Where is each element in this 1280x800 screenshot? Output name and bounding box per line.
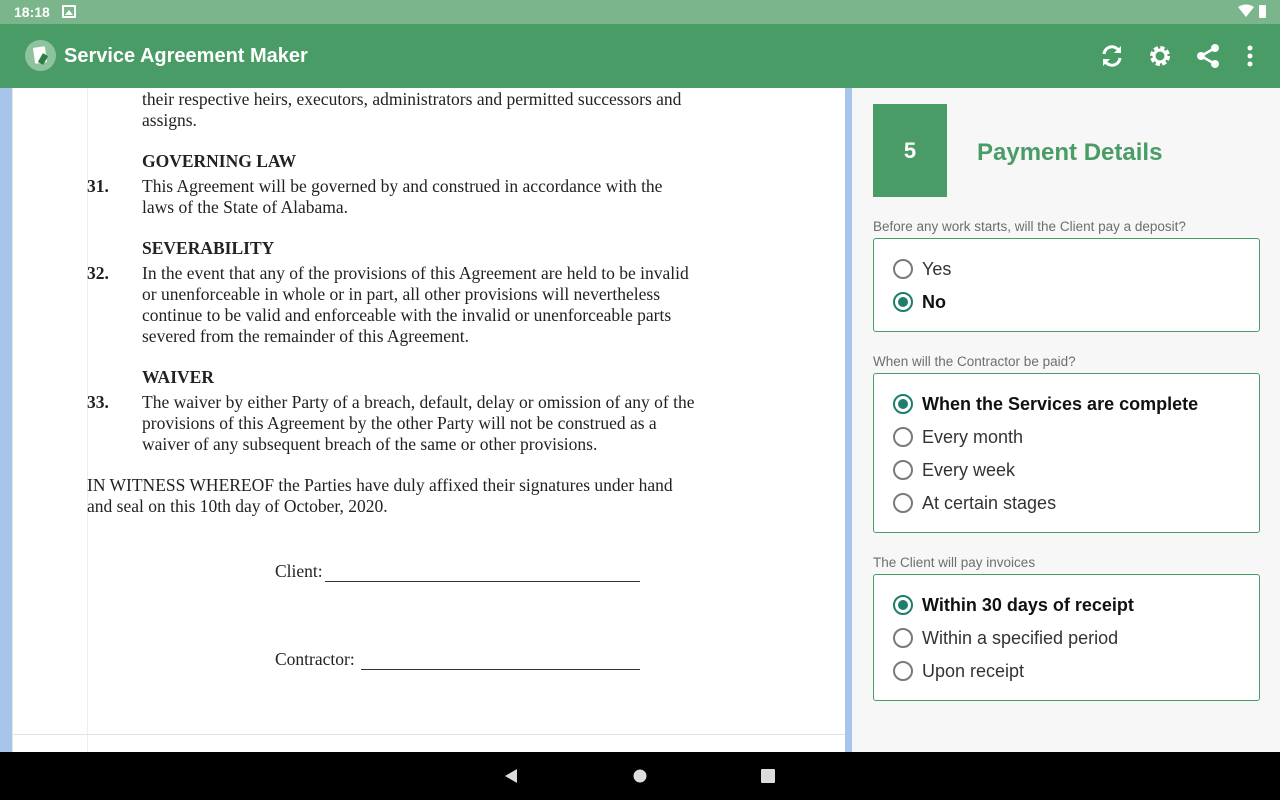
clause-number-33: 33. (87, 392, 109, 412)
option-label: Every week (922, 460, 1016, 480)
battery-icon (1259, 5, 1266, 18)
radio-selected-icon[interactable] (893, 595, 913, 615)
payment-timing-question-label: When will the Contractor be paid? (873, 354, 1076, 369)
clause-number-31: 31. (87, 176, 109, 196)
deposit-radio-group (873, 238, 1260, 332)
heading-severability: SEVERABILITY (142, 238, 275, 258)
radio-unselected-icon[interactable] (893, 493, 913, 513)
radio-selected-icon[interactable] (893, 394, 913, 414)
client-signature-line (325, 581, 640, 582)
clause-32-line-1: In the event that any of the provisions of this Agreement are held to be invalid (142, 263, 689, 283)
radio-unselected-icon[interactable] (893, 259, 913, 279)
step-number-badge: 5 (873, 104, 947, 197)
clause-33-line-1: The waiver by either Party of a breach, default, delay or omission of any of the (142, 392, 695, 412)
overflow-menu-icon[interactable] (1236, 42, 1264, 70)
radio-unselected-icon[interactable] (893, 427, 913, 447)
clause-33-line-2: provisions of this Agreement by the other Party will not be construed as a (142, 413, 657, 433)
option-label: No (922, 292, 946, 312)
image-notification-icon (62, 5, 76, 18)
contractor-signature-label: Contractor: (275, 649, 355, 669)
document-preview[interactable] (0, 88, 852, 752)
payment-timing-radio-group (873, 373, 1260, 533)
clause-33-line-3: waiver of any subsequent breach of the same or other provisions. (142, 434, 598, 454)
radio-unselected-icon[interactable] (893, 661, 913, 681)
contractor-signature-line (361, 669, 640, 670)
option-label: Within 30 days of receipt (922, 595, 1134, 615)
invoice-terms-question-label: The Client will pay invoices (873, 555, 1036, 570)
system-nav-bar (0, 752, 1280, 800)
witness-line-2: and seal on this 10th day of October, 2020. (87, 496, 388, 516)
option-label: Yes (922, 259, 952, 279)
clause-31-line-1: This Agreement will be governed by and construed in accordance with the (142, 176, 663, 196)
app-logo-icon (25, 40, 56, 71)
deposit-question-label: Before any work starts, will the Client pay a deposit? (873, 219, 1186, 234)
form-panel (852, 88, 1280, 752)
page-edge-left (0, 88, 12, 752)
option-label: Every month (922, 427, 1024, 447)
status-time: 18:18 (14, 4, 50, 20)
status-bar (0, 0, 1280, 24)
home-icon[interactable] (633, 768, 647, 784)
page-edge-right (845, 88, 852, 752)
invoice-terms-radio-group (873, 574, 1260, 701)
option-label: Within a specified period (922, 628, 1119, 648)
clause-32-line-4: severed from the remainder of this Agreement. (142, 326, 470, 346)
witness-line-1: IN WITNESS WHEREOF the Parties have duly affixed their signatures under hand (87, 475, 673, 495)
step-title: Payment Details (977, 139, 1163, 166)
heading-waiver: WAIVER (142, 367, 214, 387)
option-label: Upon receipt (922, 661, 1025, 681)
clause-32-line-2: or unenforceable in whole or in part, all other provisions will nevertheless (142, 284, 661, 304)
clause-31-line-2: laws of the State of Alabama. (142, 197, 349, 217)
radio-selected-icon[interactable] (893, 292, 913, 312)
recents-icon[interactable] (760, 768, 776, 784)
settings-icon[interactable] (1146, 42, 1174, 70)
app-bar (0, 24, 1280, 88)
radio-unselected-icon[interactable] (893, 460, 913, 480)
client-signature-label: Client: (275, 561, 323, 581)
clause-30-line-2: assigns. (142, 110, 197, 130)
share-icon[interactable] (1194, 42, 1222, 70)
heading-governing-law: GOVERNING LAW (142, 151, 297, 171)
wifi-icon (1238, 4, 1254, 18)
option-label: At certain stages (922, 493, 1057, 513)
app-title: Service Agreement Maker (64, 45, 308, 67)
radio-unselected-icon[interactable] (893, 628, 913, 648)
clause-32-line-3: continue to be valid and enforceable with the invalid or unenforceable parts (142, 305, 672, 325)
refresh-icon[interactable] (1098, 42, 1126, 70)
clause-30-line-1: their respective heirs, executors, administrators and permitted successors and (142, 89, 682, 109)
option-label: When the Services are complete (922, 394, 1199, 414)
back-icon[interactable] (503, 768, 519, 784)
clause-number-32: 32. (87, 263, 109, 283)
page-bottom-border (12, 734, 845, 735)
